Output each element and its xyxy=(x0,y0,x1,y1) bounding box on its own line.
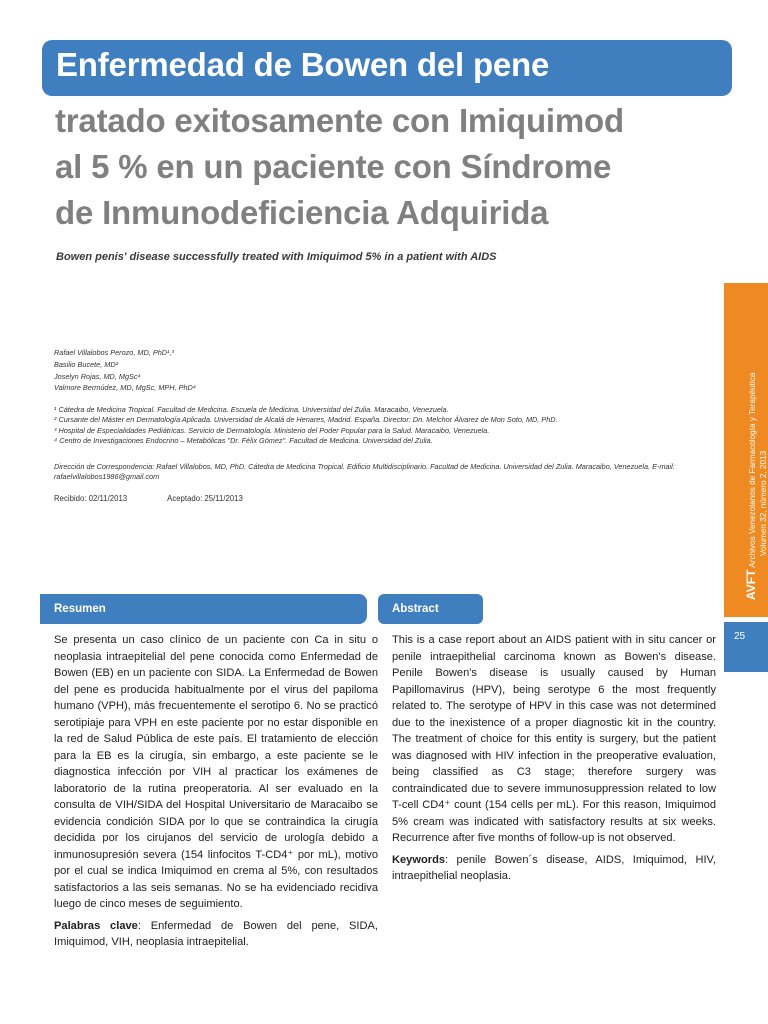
journal-volume: Volumen 32, número 2, 2013 xyxy=(759,450,768,556)
keywords-text: : penile Bowen´s disease, AIDS, Imiquimod, HIV, intraepithelial neoplasia. xyxy=(392,853,716,882)
abstract-keywords xyxy=(392,852,716,885)
journal-name: Archivos Venezolanos de Farmacología y Terapéutica xyxy=(748,372,757,568)
author-list xyxy=(54,347,196,394)
affiliation: ⁴ Centro de Investigaciones Endocrino – Metabólicas "Dr. Félix Gómez". Facultad de Medicina. Universidad del Zulia. xyxy=(54,435,433,445)
affiliation-list xyxy=(54,405,558,446)
article-title-line-4: de Inmunodeficiencia Adquirida xyxy=(55,194,549,231)
article-title-line-2: tratado exitosamente con Imiquimod xyxy=(55,102,624,139)
author: Joselyn Rojas, MD, MgSc⁴ xyxy=(54,371,141,381)
keywords-label: Keywords xyxy=(392,853,446,866)
author: Valmore Bermúdez, MD, MgSc, MPH, PhD⁴ xyxy=(54,383,196,393)
resumen-column xyxy=(54,632,378,956)
english-title: Bowen penis' disease successfully treated with Imiquimod 5% in a patient with AIDS xyxy=(56,251,497,263)
resumen-keywords xyxy=(54,918,378,951)
accepted-date: Aceptado: 25/11/2013 xyxy=(167,494,243,503)
dates-line xyxy=(54,494,243,503)
page-number-tab xyxy=(724,622,768,672)
page-number: 25 xyxy=(734,631,746,642)
received-date: Recibido: 02/11/2013 xyxy=(54,494,128,503)
article-title-line-1: Enfermedad de Bowen del pene xyxy=(56,46,550,83)
abstract-column xyxy=(392,632,716,890)
keywords-label: Palabras clave xyxy=(54,919,138,932)
journal-side-text xyxy=(746,270,768,600)
journal-brand: AVFT xyxy=(744,569,758,600)
affiliation: ³ Hospital de Especialidades Pediátricas. Servicio de Dermatología. Ministerio del Poder Popular para la Salud. Maracaibo, Venezuela. xyxy=(54,425,490,435)
affiliation: ² Cursante del Máster en Dermatología Aplicada. Universidad de Alcalá de Henares, Madrid. España. Director: Dn. Melchor Álvarez de Mon Soto, MD, PhD. xyxy=(54,415,558,425)
keywords-text: : Enfermedad de Bowen del pene, SIDA, Imiquimod, VIH, neoplasia intraepitelial. xyxy=(54,919,378,948)
article-title-line-3: al 5 % en un paciente con Síndrome xyxy=(55,148,612,185)
affiliation: ¹ Cátedra de Medicina Tropical. Facultad de Medicina. Escuela de Medicina. Universidad del Zulia. Maracaibo, Venezuela. xyxy=(54,405,449,414)
abstract-body: This is a case report about an AIDS patient with in situ cancer or penile intraepithelial carcinoma known as Bowen's disease. Penile Bowen's disease is usually caused by Human Papillomavirus (HPV), being serotype 6 the most frequently related to. The serotype of HPV in this case was not determined due to the inexistence of a proper diagnostic kit in the country. The treatment of choice for this entity is surgery, but the patient was diagnosed with HIV infection in the preoperative evaluation, being classified as C3 stage; therefore surgery was contraindicated due to severe immunosuppression related to low T-cell CD4⁺ count (154 cells per mL). For this reason, Imiquimod 5% cream was indicated with satisfactory results at six weeks. Recurrence after five months of follow-up is not observed. xyxy=(392,634,716,844)
correspondence: Dirección de Correspondencia: Rafael Villalobos, MD, PhD. Cátedra de Medicina Tropical. Edificio Multidisciplinario. Facultad de Medicina. Universidad del Zulia. Maracaibo, Venezuela. E-mail: rafaelvillalobos1986@gmail.com xyxy=(54,462,675,482)
resumen-body: Se presenta un caso clínico de un paciente con Ca in situ o neoplasia intraepitelial del pene conocida como Enfermedad de Bowen (EB) en un paciente con SIDA. La Enfermedad de Bowen del pene es producida habitualmente por el virus del papiloma humano (VPH), más frecuentemente el serotipo 6. No se practicó serotipiaje para VPH en este paciente por no estar disponible en la red de Salud Pública de este país. El tratamiento de elección para la EB es la cirugía, sin embargo, a este paciente se le diagnostica infección por VIH al practicar los exámenes de laboratorio de la rutina preoperatoria. Al ser evaluado en la consulta de VIH/SIDA del Hospital Universitario de Maracaibo se evidencia condición SIDA por lo que se contraindica la cirugía decidida por los cirujanos del servicio de urología debido a inmunosupresión severa (154 linfocitos T-CD4⁺ por mL), motivo por el cual se indica Imiquimod en crema al 5%, con resultados satisfactorios a las seis semanas. No se ha evidenciado recidiva luego de cinco meses de seguimiento. xyxy=(54,634,378,910)
article-title-continuation xyxy=(55,98,735,236)
author: Basilio Bucete, MD² xyxy=(54,359,119,369)
resumen-heading: Resumen xyxy=(40,594,367,624)
abstract-heading: Abstract xyxy=(378,594,483,624)
author: Rafael Villalobos Perozo, MD, PhD¹,³ xyxy=(54,348,174,357)
